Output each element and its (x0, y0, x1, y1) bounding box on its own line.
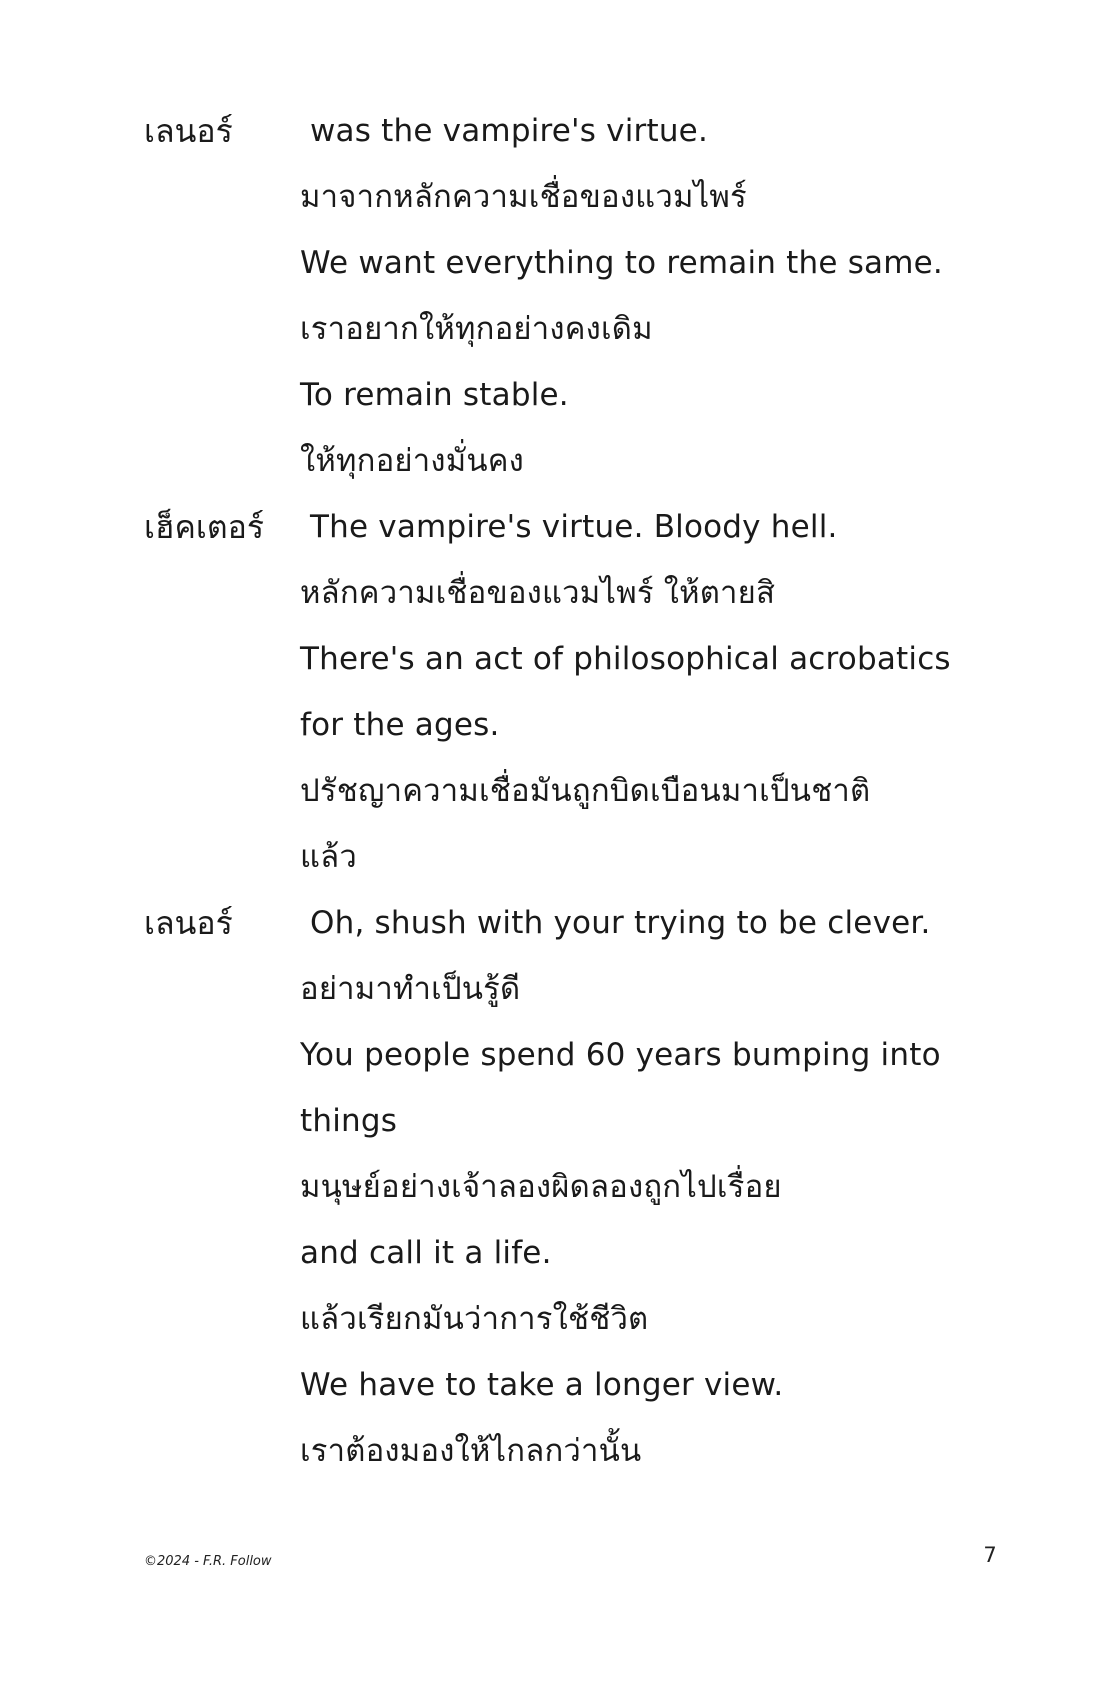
dialogue-line: มนุษย์อย่างเจ้าลองผิดลองถูกไปเรื่อย (300, 1169, 782, 1205)
dialogue-line: ปรัชญาความเชื่อมันถูกบิดเบือนมาเป็นชาติ (300, 773, 871, 809)
speaker-name: เลนอร์ (144, 904, 233, 942)
page-number: 7 (983, 1543, 997, 1567)
dialogue-line: Oh, shush with your trying to be clever. (310, 905, 931, 941)
dialogue-line: was the vampire's virtue. (310, 113, 709, 149)
dialogue-line: for the ages. (300, 707, 500, 743)
speaker-name: เลนอร์ (144, 112, 233, 150)
dialogue-line: มาจากหลักความเชื่อของแวมไพร์ (300, 179, 747, 215)
dialogue-line: We have to take a longer view. (300, 1367, 784, 1403)
dialogue-lines (300, 98, 1024, 494)
dialogue-line: แล้วเรียกมันว่าการใช้ชีวิต (300, 1301, 649, 1337)
dialogue-entry (144, 494, 1024, 890)
dialogue-line: เราอยากให้ทุกอย่างคงเดิม (300, 311, 653, 347)
dialogue-line: หลักความเชื่อของแวมไพร์ ให้ตายสิ (300, 575, 776, 611)
dialogue-line: แล้ว (300, 839, 357, 875)
dialogue-entry (144, 98, 1024, 494)
dialogue-line: We want everything to remain the same. (300, 245, 943, 281)
dialogue-line: things (300, 1103, 398, 1139)
dialogue-line: The vampire's virtue. Bloody hell. (310, 509, 838, 545)
dialogue-line: You people spend 60 years bumping into (300, 1037, 941, 1073)
dialogue-line: There's an act of philosophical acrobatics (300, 641, 951, 677)
dialogue-lines (300, 890, 1024, 1484)
dialogue-line: To remain stable. (300, 377, 569, 413)
dialogue-entry (144, 890, 1024, 1484)
script-body (144, 98, 1024, 1484)
dialogue-line: and call it a life. (300, 1235, 552, 1271)
speaker-name: เฮ็คเตอร์ (144, 508, 264, 546)
dialogue-line: ให้ทุกอย่างมั่นคง (300, 443, 525, 479)
copyright-notice: ©2024 - F.R. Follow (144, 1554, 272, 1569)
dialogue-lines (300, 494, 1024, 890)
dialogue-line: อย่ามาทำเป็นรู้ดี (300, 971, 521, 1007)
dialogue-line: เราต้องมองให้ไกลกว่านั้น (300, 1433, 642, 1469)
